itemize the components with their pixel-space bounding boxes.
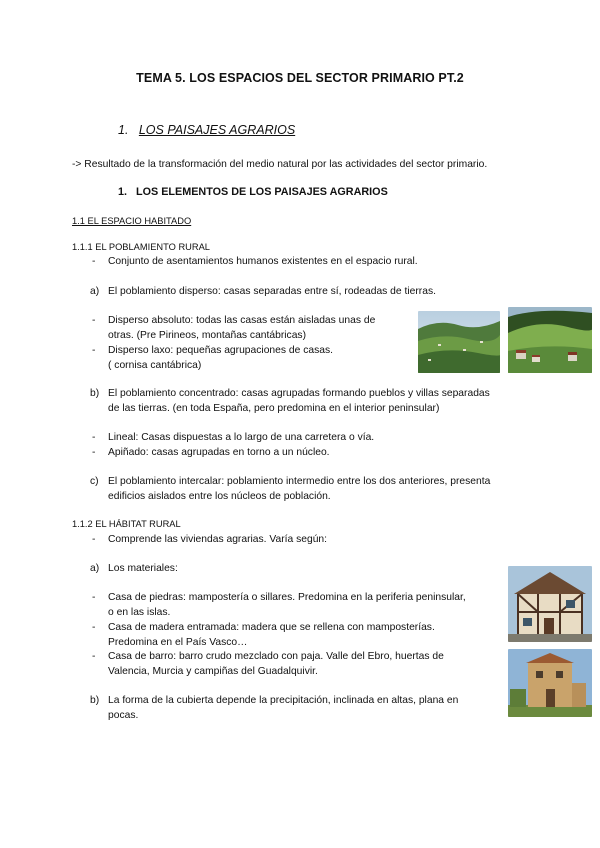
apinado-text: Apiñado: casas agrupadas en torno a un núcleo. bbox=[108, 447, 330, 458]
list-marker: c) bbox=[90, 476, 99, 487]
materiales-heading: Los materiales: bbox=[108, 563, 178, 574]
poblamiento-intercalar-line2: edificios aislados entre los núcleos de población. bbox=[108, 491, 331, 502]
disperso-laxo-line1: Disperso laxo: pequeñas agrupaciones de casas. bbox=[108, 345, 333, 356]
casa-piedra-line1: Casa de piedras: mampostería o sillares. Predomina en la periferia peninsular, bbox=[108, 592, 466, 603]
subsection-label: LOS ELEMENTOS DE LOS PAISAJES AGRARIOS bbox=[136, 186, 388, 198]
cubierta-line2: pocas. bbox=[108, 710, 139, 721]
list-marker: b) bbox=[90, 695, 100, 706]
disperso-laxo-line2: ( cornisa cantábrica) bbox=[108, 360, 202, 371]
dash-bullet: - bbox=[92, 592, 96, 603]
disperso-absoluto-line2: otras. (Pre Pirineos, montañas cantábricas) bbox=[108, 330, 307, 341]
house-photo-adobe bbox=[508, 649, 592, 717]
dash-bullet: - bbox=[92, 345, 96, 356]
habitat-definition: Comprende las viviendas agrarias. Varía según: bbox=[108, 534, 328, 545]
intro-text: -> Resultado de la transformación del medio natural por las actividades del sector primario. bbox=[72, 159, 488, 170]
list-marker: a) bbox=[90, 286, 100, 297]
section-number: 1. bbox=[118, 123, 129, 137]
dash-bullet: - bbox=[92, 432, 96, 443]
poblamiento-concentrado-line2: de las tierras. (en toda España, pero predomina en el interior peninsular) bbox=[108, 403, 440, 414]
page-title: TEMA 5. LOS ESPACIOS DEL SECTOR PRIMARIO PT.2 bbox=[136, 71, 464, 85]
heading-habitat-rural: 1.1.2 EL HÁBITAT RURAL bbox=[72, 519, 181, 529]
landscape-photo-disperso-absoluto bbox=[418, 311, 500, 373]
casa-madera-line1: Casa de madera entramada: madera que se rellena con mamposterías. bbox=[108, 622, 435, 633]
poblamiento-definition: Conjunto de asentamientos humanos existentes en el espacio rural. bbox=[108, 256, 418, 267]
list-marker: a) bbox=[90, 563, 100, 574]
poblamiento-disperso: El poblamiento disperso: casas separadas entre sí, rodeadas de tierras. bbox=[108, 286, 436, 297]
disperso-absoluto-line1: Disperso absoluto: todas las casas están aisladas unas de bbox=[108, 315, 376, 326]
landscape-photo-disperso-laxo bbox=[508, 307, 592, 373]
dash-bullet: - bbox=[92, 315, 96, 326]
lineal-text: Lineal: Casas dispuestas a lo largo de una carretera o vía. bbox=[108, 432, 375, 443]
dash-bullet: - bbox=[92, 447, 96, 458]
poblamiento-intercalar-line1: El poblamiento intercalar: poblamiento intermedio entre los dos anteriores, presenta bbox=[108, 476, 491, 487]
heading-poblamiento-rural: 1.1.1 EL POBLAMIENTO RURAL bbox=[72, 242, 210, 252]
list-marker: b) bbox=[90, 388, 100, 399]
poblamiento-concentrado-line1: El poblamiento concentrado: casas agrupadas formando pueblos y villas separadas bbox=[108, 388, 490, 399]
dash-bullet: - bbox=[92, 651, 96, 662]
house-photo-timber-frame bbox=[508, 566, 592, 642]
section-label: LOS PAISAJES AGRARIOS bbox=[138, 123, 296, 137]
dash-bullet: - bbox=[92, 256, 96, 267]
cubierta-line1: La forma de la cubierta depende la precipitación, inclinada en altas, plana en bbox=[108, 695, 459, 706]
casa-piedra-line2: o en las islas. bbox=[108, 607, 171, 618]
dash-bullet: - bbox=[92, 622, 96, 633]
section-heading-paisajes bbox=[118, 123, 295, 139]
heading-espacio-habitado: 1.1 EL ESPACIO HABITADO bbox=[72, 216, 192, 226]
subsection-number: 1. bbox=[118, 186, 128, 198]
dash-bullet: - bbox=[92, 534, 96, 545]
casa-barro-line1: Casa de barro: barro crudo mezclado con paja. Valle del Ebro, huertas de bbox=[108, 651, 444, 662]
casa-barro-line2: Valencia, Murcia y campiñas del Guadalquivir. bbox=[108, 666, 318, 677]
subsection-heading-elementos bbox=[118, 185, 388, 201]
casa-madera-line2: Predomina en el País Vasco… bbox=[108, 637, 248, 648]
